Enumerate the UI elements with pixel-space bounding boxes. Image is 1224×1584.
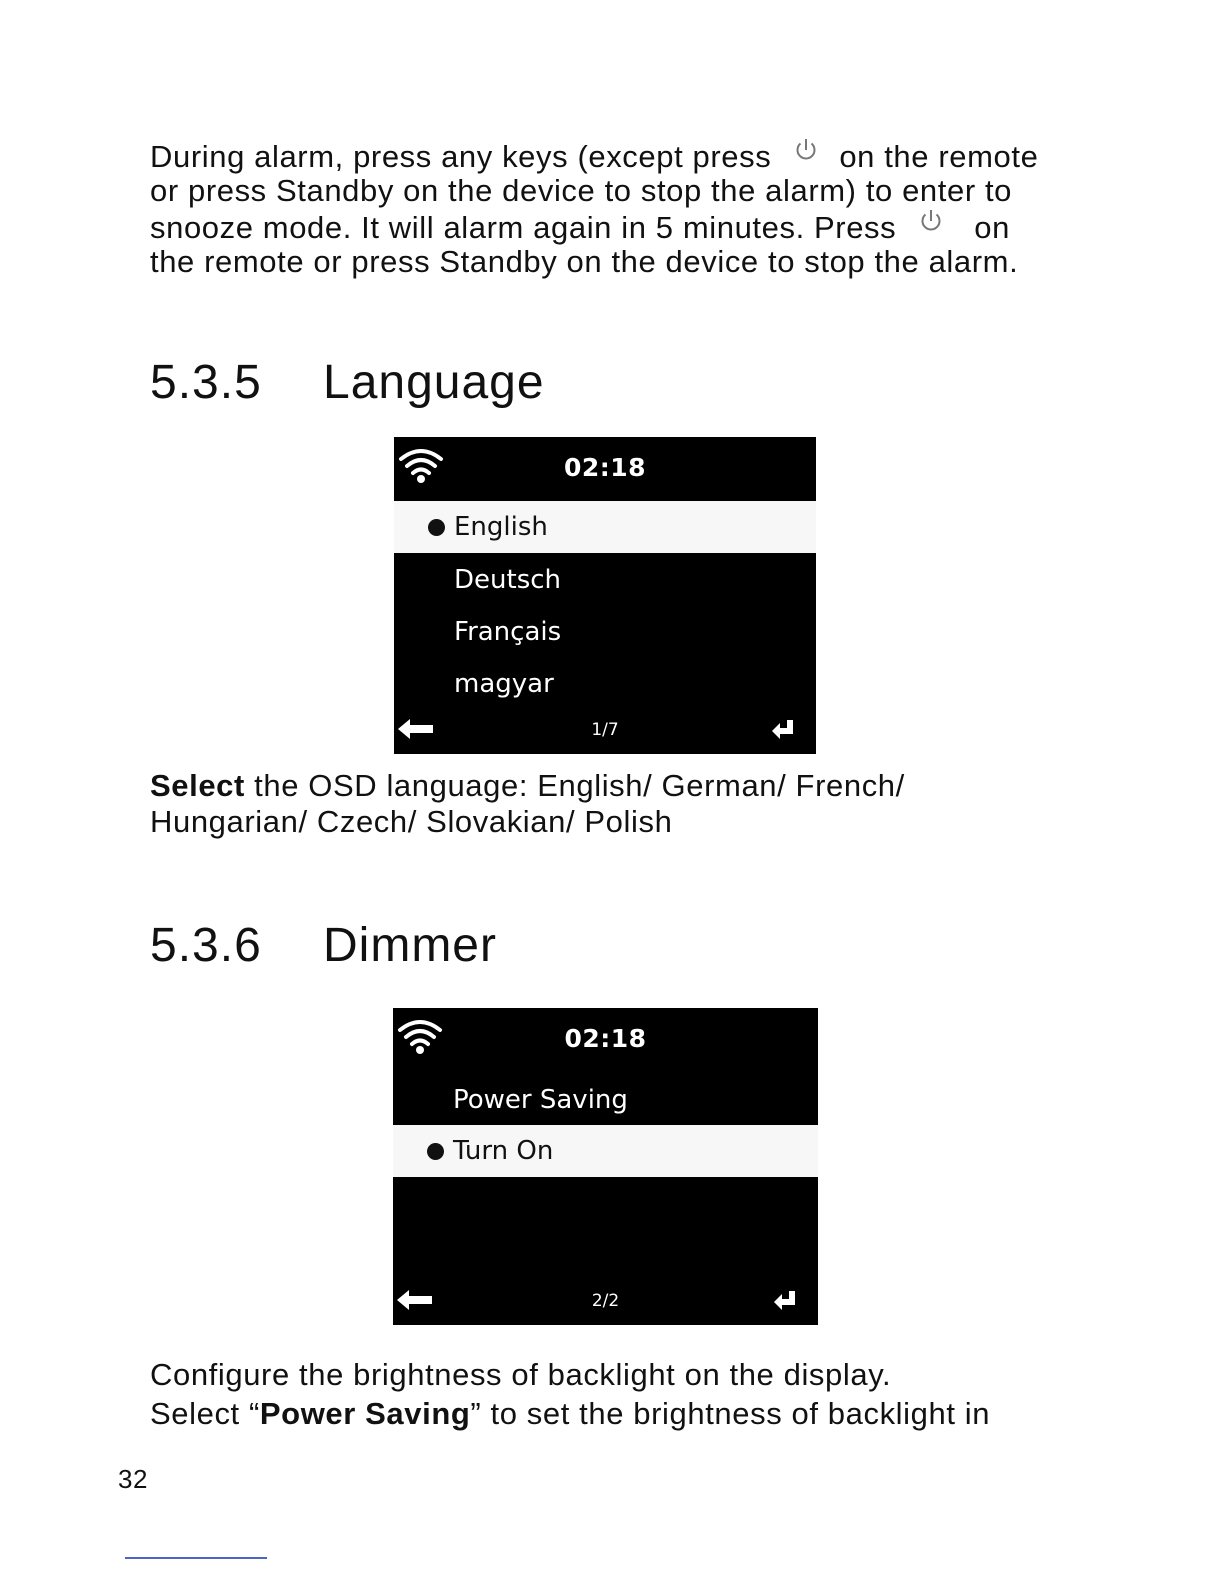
page-indicator: 1/7 [591,720,619,740]
dimmer-screen [393,1008,818,1325]
footer-rule [125,1557,267,1559]
power-icon [918,208,944,234]
alarm-line-2: or press Standby on the device to stop the alarm) to enter to [150,172,1013,208]
status-bar [393,1008,818,1072]
status-bar [394,437,816,501]
selected-dot-icon [427,1143,444,1160]
alarm-paragraph [150,137,1038,279]
selected-dot-icon [428,519,445,536]
screen-footer [393,1277,818,1325]
enter-arrow-icon[interactable] [774,1290,796,1310]
language-description: Select the OSD language: English/ German/ French/ Hungarian/ Czech/ Slovakian/ Polish [150,768,905,839]
alarm-line-3: snooze mode. It will alarm again in 5 minutes. Press on [150,210,1010,245]
clock: 02:18 [563,453,647,482]
page-number: 32 [118,1464,148,1494]
alarm-line-1: During alarm, press any keys (except press on the remote [150,139,1039,174]
screen-footer [394,706,816,754]
power-icon [793,137,819,163]
language-option-francais[interactable]: Français [454,617,562,647]
dimmer-option-turn-on[interactable]: Turn On [393,1125,818,1177]
section-number: 5.3.6 [150,919,262,972]
language-option-magyar[interactable]: magyar [454,669,554,699]
page-indicator: 2/2 [591,1291,620,1311]
section-heading-language [150,357,545,409]
language-option-deutsch[interactable]: Deutsch [454,565,562,595]
section-title: Dimmer [323,919,497,972]
section-number: 5.3.5 [150,356,262,409]
alarm-line-4: the remote or press Standby on the device to stop the alarm. [150,243,1019,279]
section-heading-dimmer [150,920,497,972]
dimmer-description: Configure the brightness of backlight on the display. Select “Power Saving” to set the brightness of backlight in [150,1357,991,1431]
language-screen [394,437,816,754]
section-title: Language [323,356,545,409]
clock: 02:18 [564,1024,647,1053]
enter-arrow-icon[interactable] [772,719,794,739]
language-option-english[interactable]: English [394,501,816,553]
dimmer-option-power-saving[interactable]: Power Saving [453,1085,628,1115]
